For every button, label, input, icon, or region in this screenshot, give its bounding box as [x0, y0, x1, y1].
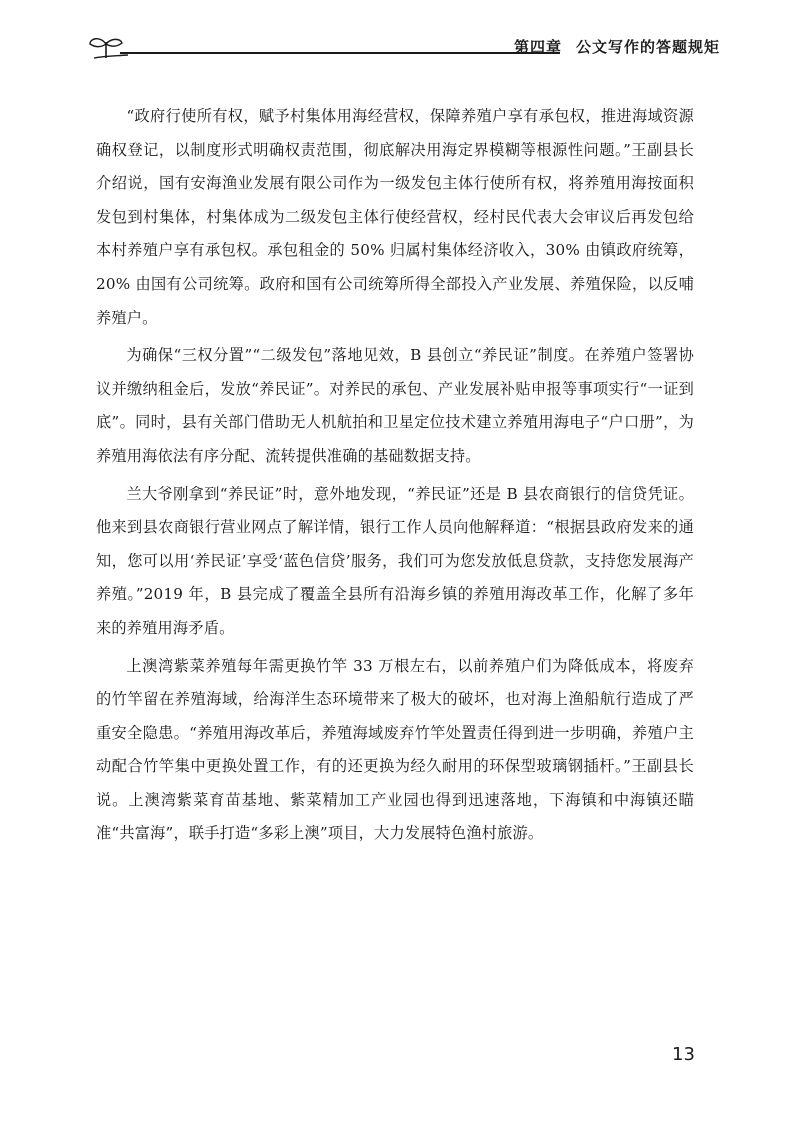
paragraph: 兰大爷刚拿到“养民证”时，意外地发现，“养民证”还是 B 县农商银行的信贷凭证。他来到县农商银行营业网点了解详情，银行工作人员向他解释道：“根据县政府发来的通知，您可以用‘养民证’享受‘蓝色信贷’服务，我们可为您发放低息贷款，支持您发展海产养殖。”2019 年，B 县完成了覆盖全县所有沿海乡镇的养殖用海改革工作，化解了多年来的养殖用海矛盾。	[96, 484, 694, 637]
sprout-icon	[84, 32, 130, 62]
paragraph: “政府行使所有权，赋予村集体用海经营权，保障养殖户享有承包权，推进海域资源确权登记，以制度形式明确权责范围，彻底解决用海定界模糊等根源性问题。”王副县长介绍说，国有安海渔业发展有限公司作为一级发包主体行使所有权，将养殖用海按面积发包到村集体，村集体成为二级发包主体行使经营权，经村民代表大会审议后再发包给本村养殖户享有承包权。承包租金的 50% 归属村集体经济收入，30% 由镇政府统筹，20% 由国有公司统筹。政府和国有公司统筹所得全部投入产业发展、养殖保险，以反哺养殖户。	[96, 107, 694, 327]
chapter-label: 第四章	[513, 38, 562, 56]
header-rule	[120, 52, 560, 54]
page-number: 13	[672, 1044, 695, 1065]
body-text	[96, 100, 694, 855]
page-header	[84, 28, 720, 68]
paragraph: 为确保“三权分置”“二级发包”落地见效，B 县创立“养民证”制度。在养殖户签署协议并缴纳租金后，发放“养民证”。对养民的承包、产业发展补贴申报等事项实行“一证到底”。同时，县有关部门借助无人机航拍和卫星定位技术建立养殖用海电子“户口册”，为养殖用海依法有序分配、流转提供准确的基础数据支持。	[96, 346, 694, 465]
paragraph: 上澳湾紫菜养殖每年需更换竹竿 33 万根左右，以前养殖户们为降低成本，将废弃的竹竿留在养殖海域，给海洋生态环境带来了极大的破坏，也对海上渔船航行造成了严重安全隐患。“养殖用海改革后，养殖海域废弃竹竿处置责任得到进一步明确，养殖户主动配合竹竿集中更换处置工作，有的还更换为经久耐用的环保型玻璃钢插杆。”王副县长说。上澳湾紫菜育苗基地、紫菜精加工产业园也得到迅速落地，下海镇和中海镇还瞄准“共富海”，联手打造“多彩上澳”项目，大力发展特色渔村旅游。	[96, 656, 694, 843]
chapter-heading	[514, 36, 720, 57]
chapter-title: 公文写作的答题规矩	[575, 38, 720, 56]
